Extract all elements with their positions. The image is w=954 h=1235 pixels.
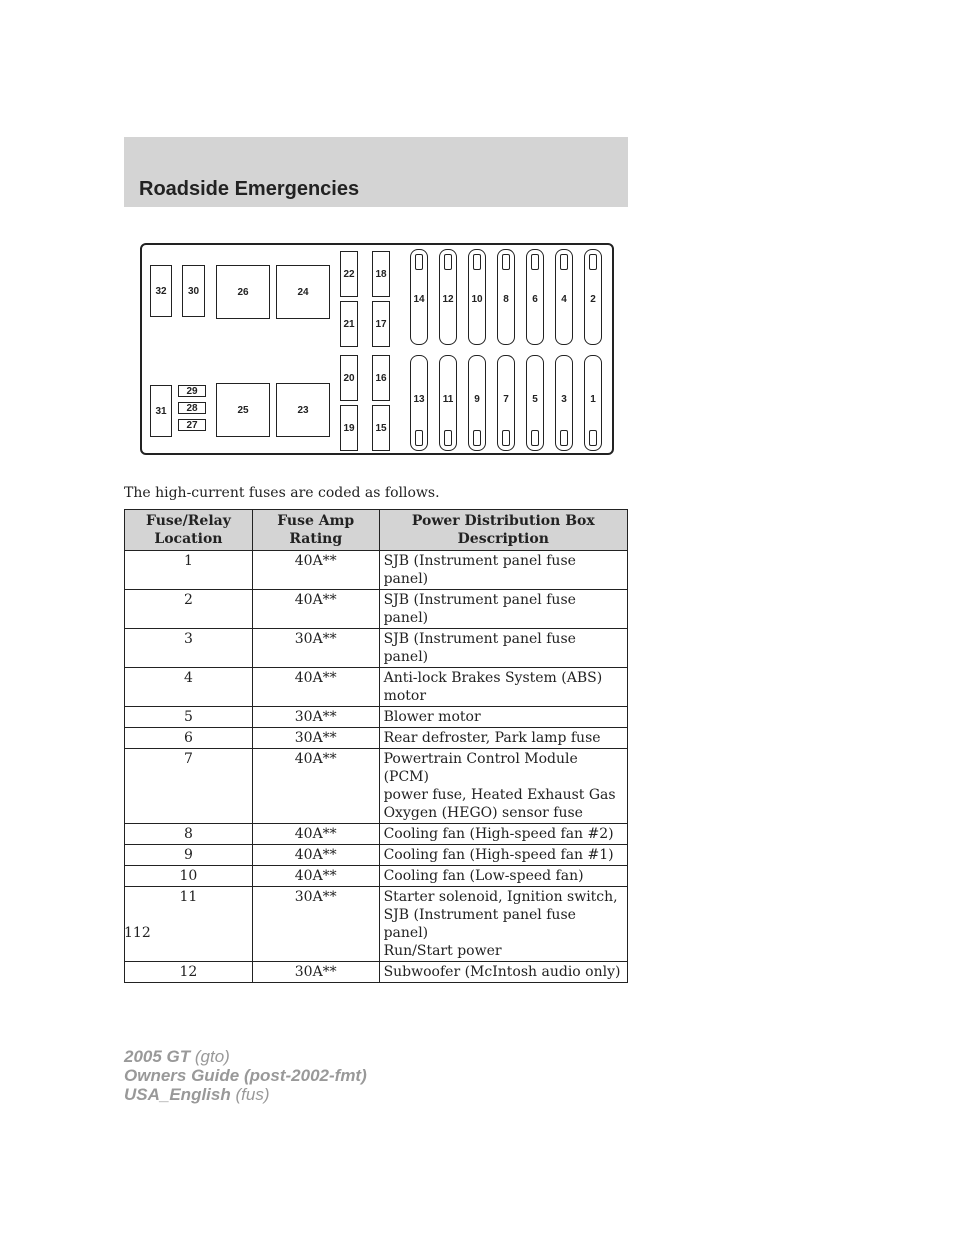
maxi-fuse-number: 10: [471, 294, 483, 305]
cell-location: 6: [125, 728, 253, 749]
maxi-fuse-slot: [584, 355, 602, 451]
table-row: [125, 707, 628, 728]
cell-amp-rating: 30A**: [252, 728, 379, 749]
cell-location: 10: [125, 866, 253, 887]
cell-location: 8: [125, 824, 253, 845]
cell-amp-rating: 40A**: [252, 845, 379, 866]
maxi-fuse-slot: [410, 355, 428, 451]
maxi-fuse-number: 4: [561, 294, 567, 305]
footer-line-2: Owners Guide (post-2002-fmt): [124, 1066, 367, 1085]
cell-description: Rear defroster, Park lamp fuse: [379, 728, 627, 749]
cell-description: Anti-lock Brakes System (ABS) motor: [379, 668, 627, 707]
maxi-fuse-slot: [526, 249, 544, 345]
fuse-slot: 20: [340, 355, 358, 401]
cell-location: 3: [125, 629, 253, 668]
cell-location: 1: [125, 551, 253, 590]
footer-line-1: 2005 GT (gto): [124, 1047, 230, 1066]
table-row: [125, 590, 628, 629]
fuse-slot: 25: [216, 383, 270, 437]
maxi-fuse-slot: [439, 249, 457, 345]
fuse-table-body: [125, 551, 628, 983]
intro-text: The high-current fuses are coded as follows.: [124, 485, 440, 501]
fuse-slot: 24: [276, 265, 330, 319]
fuse-terminal-icon: [444, 430, 452, 446]
fuse-slot: 29: [178, 385, 206, 397]
table-row: [125, 866, 628, 887]
maxi-fuse-slot: [555, 355, 573, 451]
fuse-slot: 30: [182, 265, 205, 317]
header-location: Fuse/Relay Location: [125, 510, 253, 551]
fuse-terminal-icon: [531, 254, 539, 270]
cell-description: Starter solenoid, Ignition switch, SJB (Instrument panel fuse panel) Run/Start power: [379, 887, 627, 962]
fuse-terminal-icon: [589, 430, 597, 446]
maxi-fuse-number: 14: [413, 294, 425, 305]
maxi-fuse-number: 2: [590, 294, 596, 305]
cell-description: SJB (Instrument panel fuse panel): [379, 590, 627, 629]
fuse-terminal-icon: [473, 430, 481, 446]
cell-description: SJB (Instrument panel fuse panel): [379, 629, 627, 668]
cell-amp-rating: 40A**: [252, 866, 379, 887]
fuse-slot: 15: [372, 405, 390, 451]
fuse-terminal-icon: [502, 430, 510, 446]
document-footer: [124, 1047, 367, 1104]
table-row: [125, 668, 628, 707]
footer-line-3: USA_English (fus): [124, 1085, 270, 1104]
fuse-box-diagram: [140, 243, 614, 455]
header-amp-rating: Fuse Amp Rating: [252, 510, 379, 551]
fuse-terminal-icon: [589, 254, 597, 270]
table-row: [125, 749, 628, 824]
cell-amp-rating: 40A**: [252, 824, 379, 845]
cell-amp-rating: 40A**: [252, 551, 379, 590]
cell-description: Cooling fan (Low-speed fan): [379, 866, 627, 887]
maxi-fuse-slot: [468, 355, 486, 451]
cell-amp-rating: 40A**: [252, 668, 379, 707]
maxi-fuse-slot: [439, 355, 457, 451]
fuse-terminal-icon: [473, 254, 481, 270]
cell-location: 12: [125, 962, 253, 983]
maxi-fuse-number: 1: [590, 394, 596, 405]
maxi-fuse-slot: [526, 355, 544, 451]
maxi-fuse-number: 7: [503, 394, 509, 405]
table-row: [125, 962, 628, 983]
maxi-fuse-number: 3: [561, 394, 567, 405]
maxi-fuse-slot: [497, 355, 515, 451]
fuse-slot: 31: [150, 385, 172, 437]
fuse-terminal-icon: [415, 254, 423, 270]
table-row: [125, 728, 628, 749]
fuse-slot: 28: [178, 402, 206, 414]
cell-location: 11: [125, 887, 253, 962]
maxi-fuse-slot: [468, 249, 486, 345]
header-description: Power Distribution Box Description: [379, 510, 627, 551]
fuse-terminal-icon: [560, 254, 568, 270]
maxi-fuse-number: 9: [474, 394, 480, 405]
maxi-fuse-number: 6: [532, 294, 538, 305]
fuse-table: [124, 509, 628, 983]
maxi-fuse-number: 13: [413, 394, 425, 405]
table-row: [125, 845, 628, 866]
table-row: [125, 887, 628, 962]
fuse-slot: 19: [340, 405, 358, 451]
fuse-slot: 32: [150, 265, 172, 317]
section-title: Roadside Emergencies: [139, 178, 360, 200]
maxi-fuse-number: 8: [503, 294, 509, 305]
fuse-slot: 27: [178, 419, 206, 431]
cell-location: 5: [125, 707, 253, 728]
cell-description: Subwoofer (McIntosh audio only): [379, 962, 627, 983]
cell-description: Powertrain Control Module (PCM) power fuse, Heated Exhaust Gas Oxygen (HEGO) sensor fuse: [379, 749, 627, 824]
table-row: [125, 824, 628, 845]
cell-amp-rating: 30A**: [252, 962, 379, 983]
table-row: [125, 629, 628, 668]
cell-location: 9: [125, 845, 253, 866]
table-row: [125, 551, 628, 590]
fuse-terminal-icon: [502, 254, 510, 270]
cell-description: Blower motor: [379, 707, 627, 728]
maxi-fuse-slot: [555, 249, 573, 345]
page-number: 112: [124, 925, 151, 941]
maxi-fuse-slot: [410, 249, 428, 345]
cell-location: 4: [125, 668, 253, 707]
maxi-fuse-slot: [584, 249, 602, 345]
fuse-slot: 17: [372, 301, 390, 347]
maxi-fuse-number: 12: [442, 294, 454, 305]
fuse-slot: 26: [216, 265, 270, 319]
maxi-fuse-slot: [497, 249, 515, 345]
cell-location: 7: [125, 749, 253, 824]
cell-amp-rating: 40A**: [252, 590, 379, 629]
cell-amp-rating: 40A**: [252, 749, 379, 824]
cell-description: Cooling fan (High-speed fan #2): [379, 824, 627, 845]
fuse-terminal-icon: [560, 430, 568, 446]
fuse-slot: 18: [372, 251, 390, 297]
fuse-slot: 16: [372, 355, 390, 401]
fuse-terminal-icon: [415, 430, 423, 446]
maxi-fuse-number: 11: [442, 394, 454, 405]
fuse-slot: 23: [276, 383, 330, 437]
cell-amp-rating: 30A**: [252, 707, 379, 728]
cell-amp-rating: 30A**: [252, 887, 379, 962]
fuse-terminal-icon: [444, 254, 452, 270]
cell-description: SJB (Instrument panel fuse panel): [379, 551, 627, 590]
fuse-terminal-icon: [531, 430, 539, 446]
cell-amp-rating: 30A**: [252, 629, 379, 668]
cell-location: 2: [125, 590, 253, 629]
table-header-row: [125, 510, 628, 551]
fuse-slot: 22: [340, 251, 358, 297]
maxi-fuse-number: 5: [532, 394, 538, 405]
section-header-band: [124, 137, 628, 207]
cell-description: Cooling fan (High-speed fan #1): [379, 845, 627, 866]
fuse-slot: 21: [340, 301, 358, 347]
